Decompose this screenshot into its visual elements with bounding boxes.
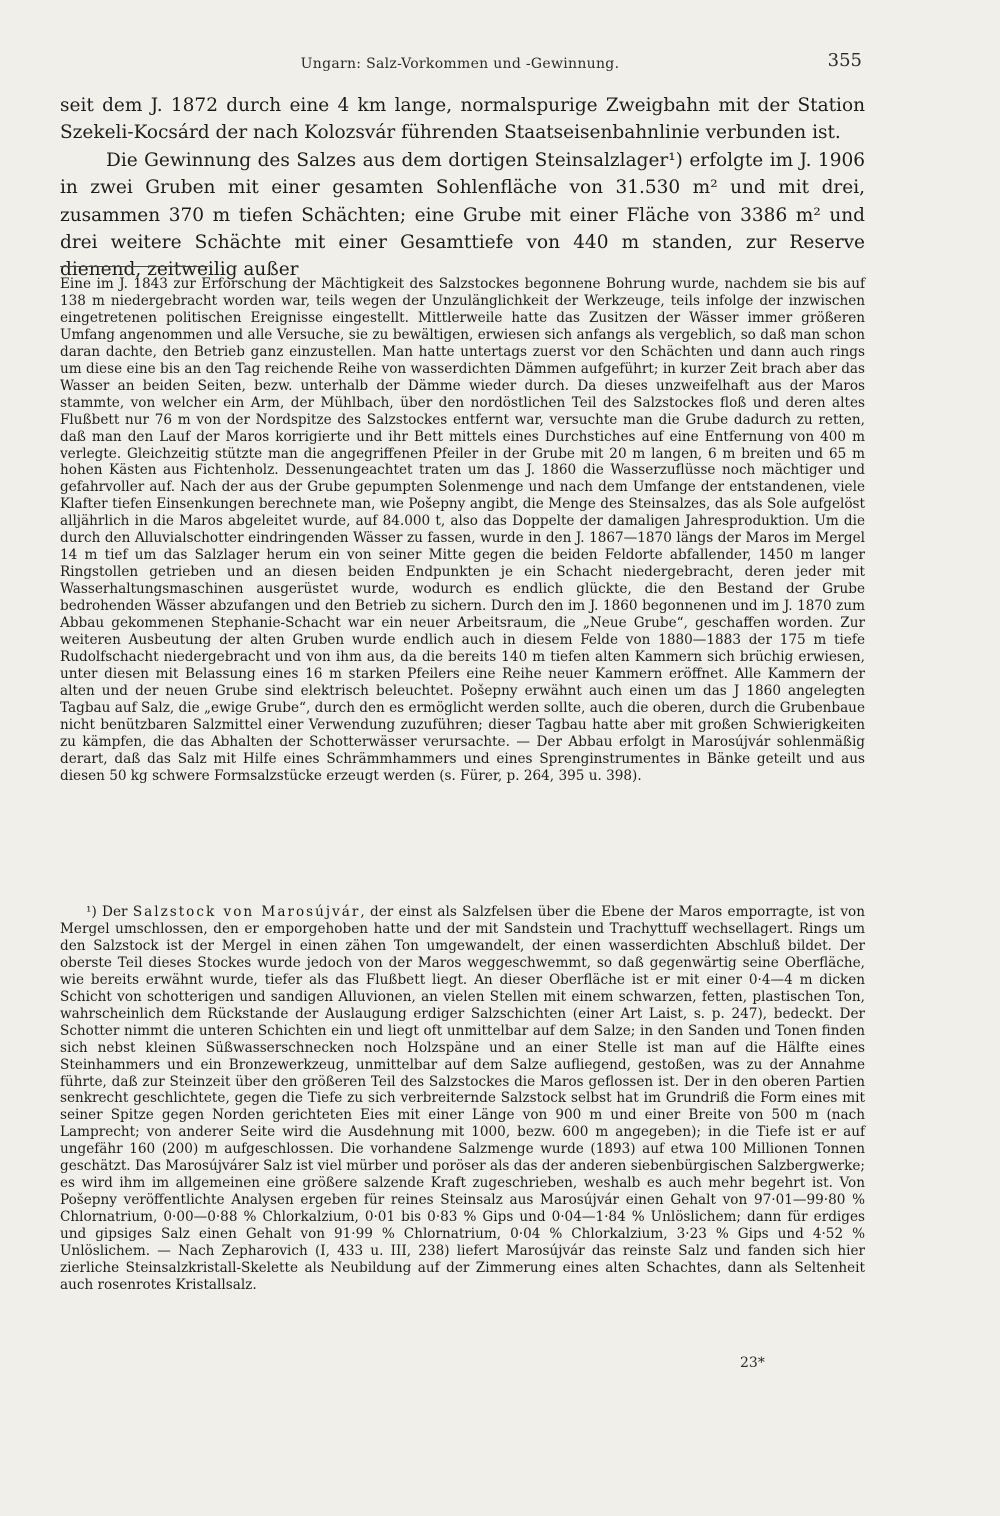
main-paragraph-1: seit dem J. 1872 durch eine 4 km lange, normalspurige Zweigbahn mit der Station Szekeli-Kocsárd der nach Kolozsvár führenden Staatseisenbahnlinie verbunden ist.	[60, 95, 865, 144]
footnote-1-paragraph	[60, 904, 865, 1294]
signature-mark: 23*	[740, 1355, 765, 1371]
footnote-1-text: , der einst als Salzfelsen über die Ebene der Maros emporragte, ist von Mergel umschlossen, den er emporgehoben hatte und der mit Sandstein und Trachyttuff wechsellagert. Rings um den Salzstock ist der Mergel in einen zähen Ton umgewandelt, der einen wasserdichten Abschluß bildet. Der oberste Teil dieses Stockes wurde jedoch von der Maros weggeschwemmt, so daß gegenwärtig seine Oberfläche, wie bereits erwähnt wurde, tiefer als das Flußbett liegt. An dieser Oberfläche ist er mit einer 0·4—4 m dicken Schicht von schotterigen und sandigen Alluvionen, an vielen Stellen mit einem schwarzen, fetten, plastischen Ton, wahrscheinlich dem Rückstande der Auslaugung erdiger Salzschichten (einer Art Laist, s. p. 247), bedeckt. Der Schotter nimmt die unteren Schichten ein und liegt oft unmittelbar auf dem Salze; in den Sanden und Tonen finden sich nebst kleinen Süßwasserschnecken noch Holzspäne und an einer Stelle ist man auf die Hälfte eines Steinhammers und ein Bronzewerkzeug, unmittelbar auf dem Salze aufliegend, gestoßen, was zu der Annahme führte, daß zur Steinzeit über den größeren Teil des Salzstockes die Maros geflossen ist. Der in den oberen Partien senkrecht geschlichtete, gegen die Tiefe zu sich verbreiternde Salzstock selbst hat im Grundriß die Form eines mit seiner Spitze gegen Norden gerichteten Eies mit einer Länge von 900 m und einer Breite von 500 m (nach Lamprecht; von anderer Seite wird die Ausdehnung mit 1000, bezw. 600 m angegeben); in die Tiefe ist er auf ungefähr 160 (200) m aufgeschlossen. Die vorhandene Salzmenge wurde (1893) auf etwa 100 Millionen Tonnen geschätzt. Das Marosújvárer Salz ist viel mürber und poröser als das der anderen siebenbürgischen Salzbergwerke; es wird ihm im allgemeinen eine größere salzende Kraft zugeschrieben, weshalb es auch mehr begehrt ist. Von Pošepny veröffentlichte Analysen ergeben für reines Steinsalz aus Marosújvár einen Gehalt von 97·01—99·80 % Chlornatrium, 0·00—0·88 % Chlorkalzium, 0·01 bis 0·83 % Gips und 0·04—1·84 % Unlöslichem; dann für erdiges und gipsiges Salz einen Gehalt von 91·99 % Chlornatrium, 0·04 % Chlorkalzium, 3·23 % Gips und 4·52 % Unlöslichem. — Nach Zepharovich (I, 433 u. III, 238) liefert Marosújvár das reinste Salz und fanden sich hier zierliche Steinsalzkristall-Skelette als Neubildung auf der Zimmerung eines alten Schachtes, dann als Seltenheit auch rosenrotes Kristallsalz.	[60, 904, 865, 1293]
footnote-continued	[60, 276, 865, 785]
main-paragraph-2: Die Gewinnung des Salzes aus dem dortigen Steinsalzlager¹) erfolgte im J. 1906 in zwei Gruben mit einer gesamten Sohlenfläche von 31.530 m² und mit drei, zusammen 370 m tiefen Schächten; eine Grube mit einer Fläche von 3386 m² und drei weitere Schächte mit einer Gesamttiefe von 440 m standen, zur Reserve dienend, zeitweilig außer	[60, 149, 865, 281]
footnote-1-marker: ¹) Der	[86, 904, 128, 920]
page-number: 355	[827, 50, 862, 71]
footnote-continued-text: Eine im J. 1843 zur Erforschung der Mächtigkeit des Salzstockes begonnene Bohrung wurde, nachdem sie bis auf 138 m niedergebracht worden war, teils wegen der Unzulänglichkeit der Werkzeuge, teils infolge der inzwischen eingetretenen politischen Ereignisse eingestellt. Mittlerweile hatte das Zusitzen der Wässer immer größeren Umfang angenommen und alle Versuche, sie zu bewältigen, erwiesen sich anfangs als vergeblich, so daß man schon daran dachte, den Betrieb ganz einzustellen. Man hatte untertags zuerst vor den Schächten und dann auch rings um diese eine bis an den Tag reichende Reihe von wasserdichten Dämmen aufgeführt; in kurzer Zeit brach aber das Wasser an beiden Seiten, bezw. unterhalb der Dämme wieder durch. Da dieses unzweifelhaft aus der Maros stammte, von welcher ein Arm, der Mühlbach, über den nordöstlichen Teil des Salzstockes floß und deren altes Flußbett nur 76 m von der Nordspitze des Salzstockes entfernt war, versuchte man die Grube dadurch zu retten, daß man den Lauf der Maros korrigierte und ihr Bett mittels eines Durchstiches auf eine Entfernung von 400 m verlegte. Gleichzeitig stützte man die angegriffenen Pfeiler in der Grube mit 20 m langen, 6 m breiten und 65 m hohen Kästen aus Fichtenholz. Dessenungeachtet traten um das J. 1860 die Wasserzuflüsse noch mächtiger und gefahrvoller auf. Nach der aus der Grube gepumpten Solenmenge und nach dem Umfange der entstandenen, viele Klafter tiefen Einsenkungen berechnete man, wie Pošepny angibt, die Menge des Steinsalzes, das als Sole aufgelöst alljährlich in die Maros abgeleitet wurde, auf 84.000 t, also das Doppelte der damaligen Jahresproduktion. Um die durch den Alluvialschotter eindringenden Wässer zu fassen, wurde in den J. 1867—1870 längs der Maros im Mergel 14 m tief um das Salzlager herum ein von seiner Mitte gegen die beiden Feldorte abfallender, 1450 m langer Ringstollen getrieben und an diesen beiden Endpunkten je ein Schacht niedergebracht, deren jeder mit Wasserhaltungsmaschinen ausgerüstet wurde, wodurch es endlich glückte, die den Bestand der Grube bedrohenden Wässer abzufangen und den Betrieb zu sichern. Durch den im J. 1860 begonnenen und im J. 1870 zum Abbau gekommenen Stephanie-Schacht war ein neuer Arbeitsraum, die „Neue Grube“, geschaffen worden. Zur weiteren Ausbeutung der alten Gruben wurde endlich auch in diesem Felde von 1880—1883 der 175 m tiefe Rudolfschacht niedergebracht und von ihm aus, da die bereits 140 m tiefen alten Kammern sich brüchig erwiesen, unter diesen mit Belassung eines 16 m starken Pfeilers eine Reihe neuer Kammern eröffnet. Alle Kammern der alten und der neuen Grube sind elektrisch beleuchtet. Pošepny erwähnt auch einen um das J 1860 angelegten Tagbau auf Salz, die „ewige Grube“, durch den es ermöglicht werden sollte, auch die oberen, durch die Grubenbaue nicht benützbaren Salzmittel einer Verwendung zuzuführen; dieser Tagbau hatte aber mit großen Schwierigkeiten zu kämpfen, die das Abhalten der Schotterwässer verursachte. — Der Abbau erfolgt in Marosújvár sohlenmäßig derart, daß das Salz mit Hilfe eines Schrämmhammers und eines Sprenginstrumentes in Bänke geteilt und aus diesen 50 kg schwere Formsalzstücke erzeugt werden (s. Fürer, p. 264, 395 u. 398).	[60, 276, 865, 784]
footnote-separator	[60, 266, 208, 267]
running-header: Ungarn: Salz-Vorkommen und -Gewinnung.	[300, 56, 620, 72]
main-text	[60, 92, 865, 284]
footnote-1	[60, 904, 865, 1294]
footnote-1-term: Salzstock von Marosújvár	[132, 904, 361, 920]
